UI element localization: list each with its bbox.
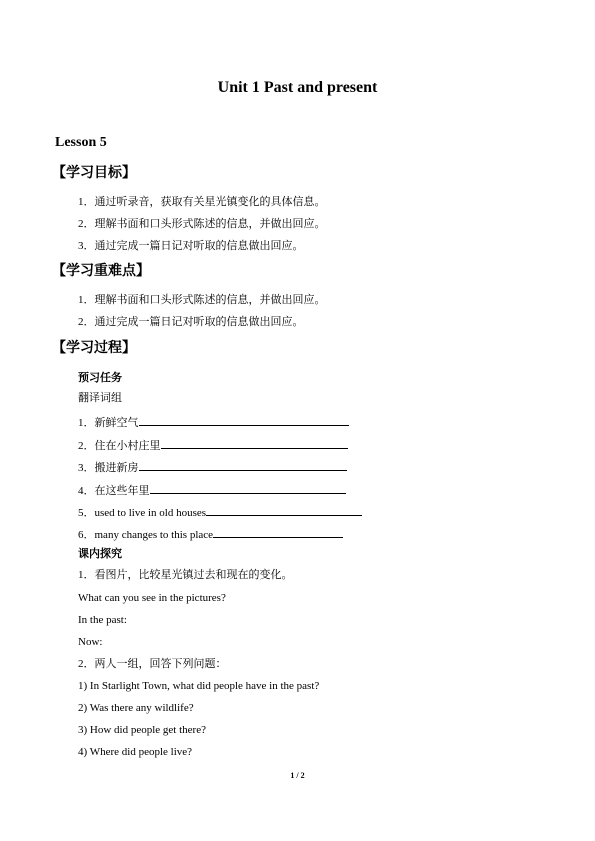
explore-line-5: 2．两人一组，回答下列问题： bbox=[78, 658, 227, 670]
explore-line-8: 3) How did people get there? bbox=[78, 724, 206, 736]
objective-item-1: 1．通过听录音，获取有关星光镇变化的具体信息。 bbox=[78, 196, 326, 208]
phrase-text: 4．在这些年里 bbox=[78, 485, 150, 497]
lesson-label: Lesson 5 bbox=[55, 135, 107, 150]
answer-blank[interactable] bbox=[213, 527, 343, 538]
phrase-row bbox=[78, 438, 348, 452]
explore-line-3: In the past: bbox=[78, 614, 127, 626]
translate-phrases-subtitle: 翻译词组 bbox=[78, 392, 122, 404]
phrase-row bbox=[78, 505, 362, 519]
explore-line-2: What can you see in the pictures? bbox=[78, 592, 226, 604]
preview-task-label: 预习任务 bbox=[78, 371, 122, 384]
process-heading: 【学习过程】 bbox=[52, 340, 136, 356]
objective-item-2: 2．理解书面和口头形式陈述的信息，并做出回应。 bbox=[78, 218, 326, 230]
answer-blank[interactable] bbox=[161, 438, 348, 449]
key-point-item-2: 2．通过完成一篇日记对听取的信息做出回应。 bbox=[78, 316, 304, 328]
objective-item-3: 3．通过完成一篇日记对听取的信息做出回应。 bbox=[78, 240, 304, 252]
in-class-explore-label: 课内探究 bbox=[78, 547, 122, 560]
phrase-row bbox=[78, 483, 346, 497]
answer-blank[interactable] bbox=[139, 460, 347, 471]
phrase-text: 5．used to live in old houses bbox=[78, 507, 207, 519]
answer-blank[interactable] bbox=[150, 483, 346, 494]
phrase-text: 6．many changes to this place bbox=[78, 529, 214, 541]
objectives-heading: 【学习目标】 bbox=[52, 165, 136, 181]
key-point-item-1: 1．理解书面和口头形式陈述的信息，并做出回应。 bbox=[78, 294, 326, 306]
phrase-text: 3．搬进新房 bbox=[78, 462, 139, 474]
key-points-heading: 【学习重难点】 bbox=[52, 263, 150, 279]
explore-line-6: 1) In Starlight Town, what did people have in the past? bbox=[78, 680, 320, 692]
document-title: Unit 1 Past and present bbox=[217, 79, 378, 96]
phrase-row bbox=[78, 415, 349, 429]
phrase-row bbox=[78, 527, 343, 541]
explore-line-9: 4) Where did people live? bbox=[78, 746, 193, 758]
phrase-row bbox=[78, 460, 347, 474]
explore-line-4: Now: bbox=[78, 636, 103, 648]
page-number: 1 / 2 bbox=[290, 771, 305, 780]
explore-line-7: 2) Was there any wildlife? bbox=[78, 702, 194, 714]
phrase-text: 1．新鲜空气 bbox=[78, 417, 139, 429]
explore-line-1: 1．看图片，比较星光镇过去和现在的变化。 bbox=[78, 569, 293, 581]
answer-blank[interactable] bbox=[139, 415, 349, 426]
phrase-text: 2．住在小村庄里 bbox=[78, 440, 161, 452]
answer-blank[interactable] bbox=[206, 505, 362, 516]
